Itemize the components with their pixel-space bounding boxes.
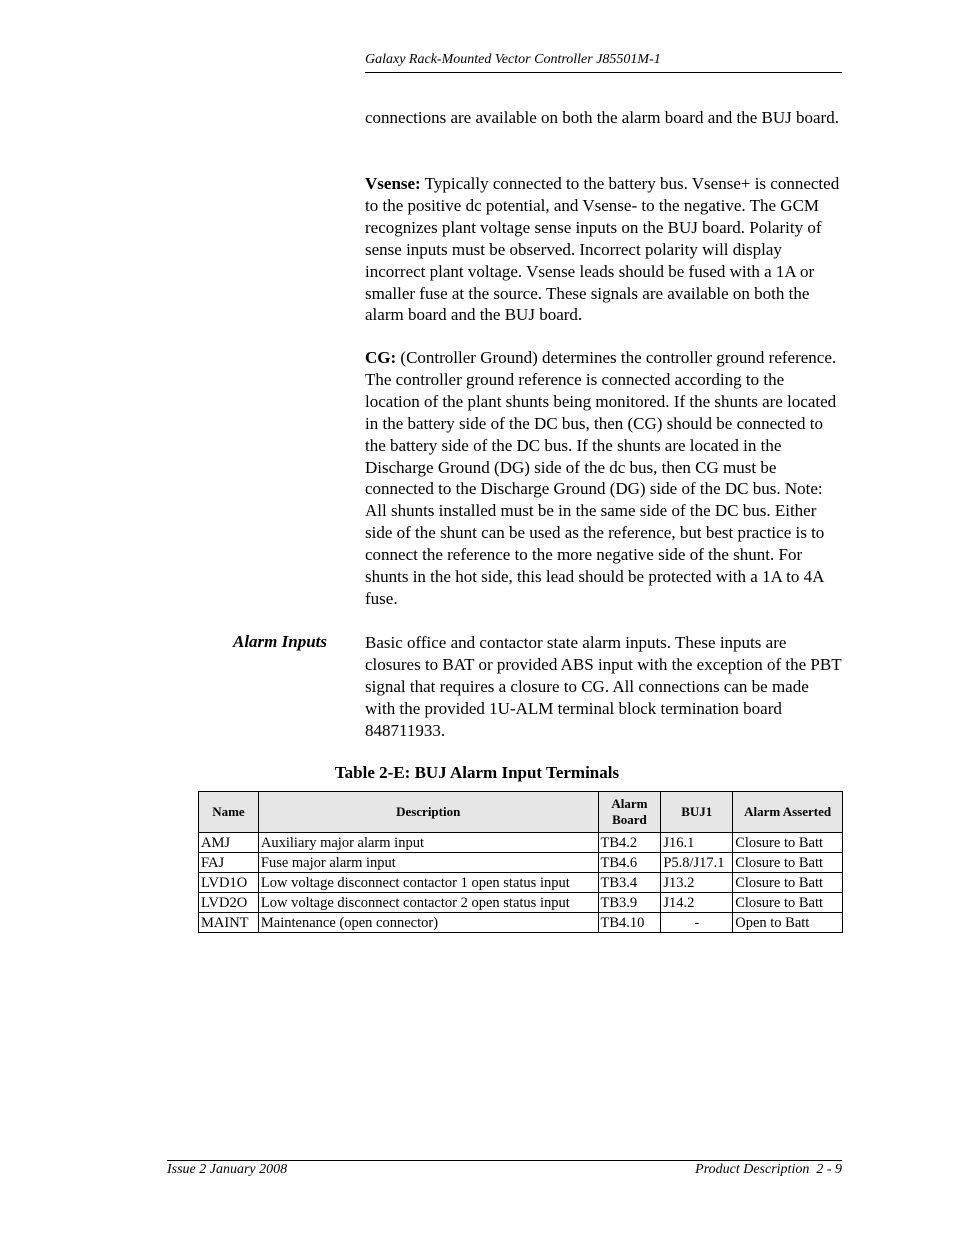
alarm-inputs-paragraph: Basic office and contactor state alarm inputs. These inputs are closures to BAT or provided ABS input with the exception of the PBT signal that requires a closure to CG. All connections can be made with the provided 1U-ALM terminal block termination board 848711933. [365,633,842,740]
cell-description: Auxiliary major alarm input [258,833,598,853]
cg-paragraph [365,347,843,610]
cell-buj1: J16.1 [661,833,733,853]
cell-buj1: J14.2 [661,893,733,913]
cell-description: Low voltage disconnect contactor 2 open status input [258,893,598,913]
cell-alarm-board: TB3.4 [598,873,661,893]
table-row [199,893,843,913]
col-header-alarm-board [598,792,661,833]
col-header-alarm-board-line2: Board [612,812,647,827]
cell-buj1: - [661,913,733,933]
cell-buj1: P5.8/J17.1 [661,853,733,873]
alarm-inputs-heading: Alarm Inputs [233,632,328,651]
cell-buj1: J13.2 [661,873,733,893]
vsense-paragraph [365,173,843,326]
col-header-alarm-board-line1: Alarm [611,796,648,811]
cell-asserted: Closure to Batt [733,893,843,913]
table-row [199,833,843,853]
cell-name: LVD2O [199,893,259,913]
table-header-row [199,792,843,833]
cg-text: (Controller Ground) determines the controller ground reference. The controller ground reference is connected according to the location of the plant shunts being monitored. If the shunts are located in the battery side of the DC bus, then (CG) should be connected to the battery side of the DC bus. If the shunts are located in the Discharge Ground (DG) side of the dc bus, then CG must be connected to the Discharge Ground (DG) side of the DC bus. Note: All shunts installed must be in the same side of the DC bus. Either side of the shunt can be used as the reference, but best practice is to connect the reference to the more negative side of the shunt. For shunts in the hot side, this lead should be protected with a 1A to 4A fuse. [365,348,837,608]
intro-paragraph: connections are available on both the alarm board and the BUJ board. [365,108,839,127]
cell-description: Fuse major alarm input [258,853,598,873]
cell-name: MAINT [199,913,259,933]
header-rule [365,72,842,73]
col-header-description: Description [258,792,598,833]
cell-name: AMJ [199,833,259,853]
footer-issue-date: Issue 2 January 2008 [167,1162,288,1177]
alarm-input-table [198,791,843,933]
cell-asserted: Open to Batt [733,913,843,933]
col-header-name: Name [199,792,259,833]
running-header: Galaxy Rack-Mounted Vector Controller J85501M-1 [365,52,661,67]
cell-alarm-board: TB4.6 [598,853,661,873]
cell-asserted: Closure to Batt [733,833,843,853]
vsense-label: Vsense: [365,174,421,193]
cell-alarm-board: TB3.9 [598,893,661,913]
table-row [199,853,843,873]
cell-description: Maintenance (open connector) [258,913,598,933]
cell-asserted: Closure to Batt [733,853,843,873]
table-row [199,873,843,893]
cell-name: LVD1O [199,873,259,893]
cell-asserted: Closure to Batt [733,873,843,893]
table-row [199,913,843,933]
col-header-asserted: Alarm Asserted [733,792,843,833]
table-caption: Table 2-E: BUJ Alarm Input Terminals [334,763,620,782]
col-header-buj1: BUJ1 [661,792,733,833]
cell-name: FAJ [199,853,259,873]
vsense-text: Typically connected to the battery bus. Vsense+ is connected to the positive dc potential, and Vsense- to the negative. The GCM recognizes plant voltage sense inputs on the BUJ board. Polarity of sense inputs must be observed. Incorrect polarity will display incorrect plant voltage. Vsense leads should be fused with a 1A or smaller fuse at the source. These signals are available on both the alarm board and the BUJ board. [365,174,840,325]
cell-description: Low voltage disconnect contactor 1 open status input [258,873,598,893]
cg-label: CG: [365,348,397,367]
footer-page-number: Product Description 2 - 9 [695,1162,842,1177]
footer-rule [167,1160,842,1161]
cell-alarm-board: TB4.2 [598,833,661,853]
cell-alarm-board: TB4.10 [598,913,661,933]
